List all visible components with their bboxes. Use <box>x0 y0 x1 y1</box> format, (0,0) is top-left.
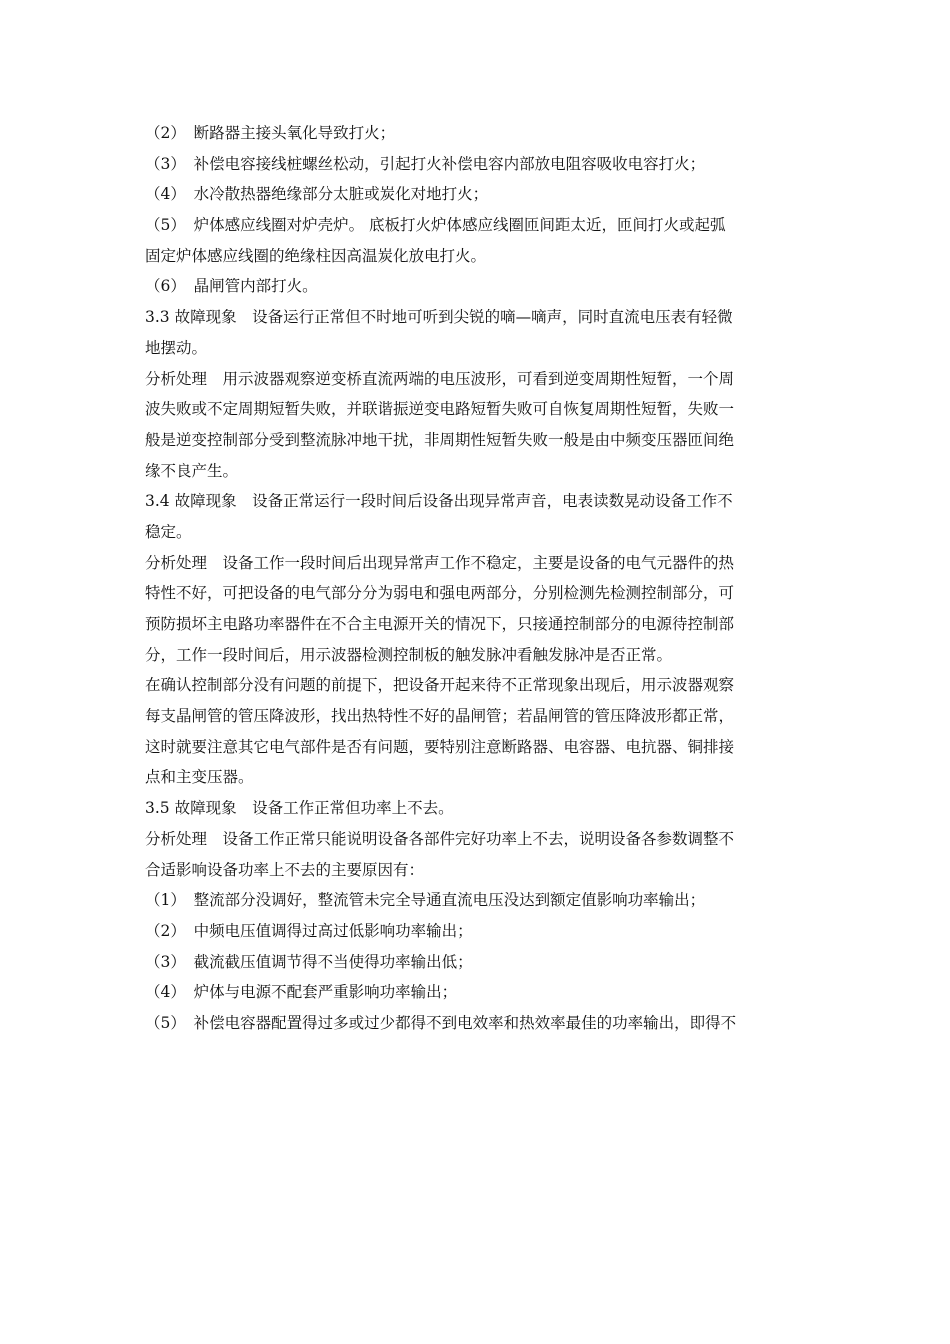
text-line: 特性不好，可把设备的电气部分分为弱电和强电两部分，分别检测先检测控制部分，可 <box>145 584 735 603</box>
text-line: （4） 水冷散热器绝缘部分太脏或炭化对地打火； <box>145 185 489 204</box>
section-heading-3-5: 3.5 故障现象 设备工作正常但功率上不去。 <box>145 799 454 818</box>
text-line: 合适影响设备功率上不去的主要原因有： <box>145 860 425 879</box>
document-body <box>145 118 810 1039</box>
text-line: 固定炉体感应线圈的绝缘柱因高温炭化放电打火。 <box>145 246 487 265</box>
text-line: 预防损坏主电路功率器件在不合主电源开关的情况下，只接通控制部分的电源待控制部 <box>145 615 735 633</box>
text-line: 这时就要注意其它电气部件是否有问题，要特别注意断路器、电容器、电抗器、铜排接 <box>145 737 735 756</box>
text-line: （3） 截流截压值调节得不当使得功率输出低； <box>145 952 473 971</box>
section-heading-3-4: 3.4 故障现象 设备正常运行一段时间后设备出现异常声音，电表读数晃动设备工作不 <box>145 492 733 511</box>
text-line: 分析处理 设备工作正常只能说明设备各部件完好功率上不去，说明设备各参数调整不 <box>145 829 735 848</box>
text-line: 分析处理 用示波器观察逆变桥直流两端的电压波形，可看到逆变周期性短暂，一个周 <box>145 369 735 388</box>
text-line: （2） 中频电压值调得过高过低影响功率输出； <box>145 921 473 940</box>
text-line: 波失败或不定周期短暂失败，并联谐振逆变电路短暂失败可自恢复周期性短暂，失败一 <box>145 400 735 419</box>
text-line: 稳定。 <box>145 522 192 541</box>
text-line: 分析处理 设备工作一段时间后出现异常声工作不稳定，主要是设备的电气元器件的热 <box>145 553 735 572</box>
section-heading-3-3: 3.3 故障现象 设备运行正常但不时地可听到尖锐的嘀—嘀声，同时直流电压表有轻微 <box>145 308 733 327</box>
text-line: 每支晶闸管的管压降波形，找出热特性不好的晶闸管；若晶闸管的管压降波形都正常， <box>145 707 735 726</box>
text-line: （1） 整流部分没调好，整流管未完全导通直流电压没达到额定值影响功率输出； <box>145 891 706 910</box>
text-line: 缘不良产生。 <box>145 461 239 480</box>
text-line: （5） 炉体感应线圈对炉壳炉。 底板打火炉体感应线圈匝间距太近，匝间打火或起弧 <box>145 216 726 235</box>
text-line: 在确认控制部分没有问题的前提下，把设备开起来待不正常现象出现后，用示波器观察 <box>145 676 735 695</box>
text-line: （3） 补偿电容接线桩螺丝松动，引起打火补偿电容内部放电阻容吸收电容打火； <box>145 154 706 173</box>
text-line: （5） 补偿电容器配置得过多或过少都得不到电效率和热效率最佳的功率输出，即得不 <box>145 1013 737 1032</box>
text-line: （2） 断路器主接头氧化导致打火； <box>145 124 396 142</box>
text-line: 般是逆变控制部分受到整流脉冲地干扰，非周期性短暂失败一般是由中频变压器匝间绝 <box>145 430 735 449</box>
text-line: 分，工作一段时间后，用示波器检测控制板的触发脉冲看触发脉冲是否正常。 <box>145 645 673 664</box>
text-line: 地摆动。 <box>145 338 208 357</box>
text-line: 点和主变压器。 <box>145 768 254 787</box>
text-line: （4） 炉体与电源不配套严重影响功率输出； <box>145 983 458 1002</box>
text-line: （6） 晶闸管内部打火。 <box>145 277 318 296</box>
